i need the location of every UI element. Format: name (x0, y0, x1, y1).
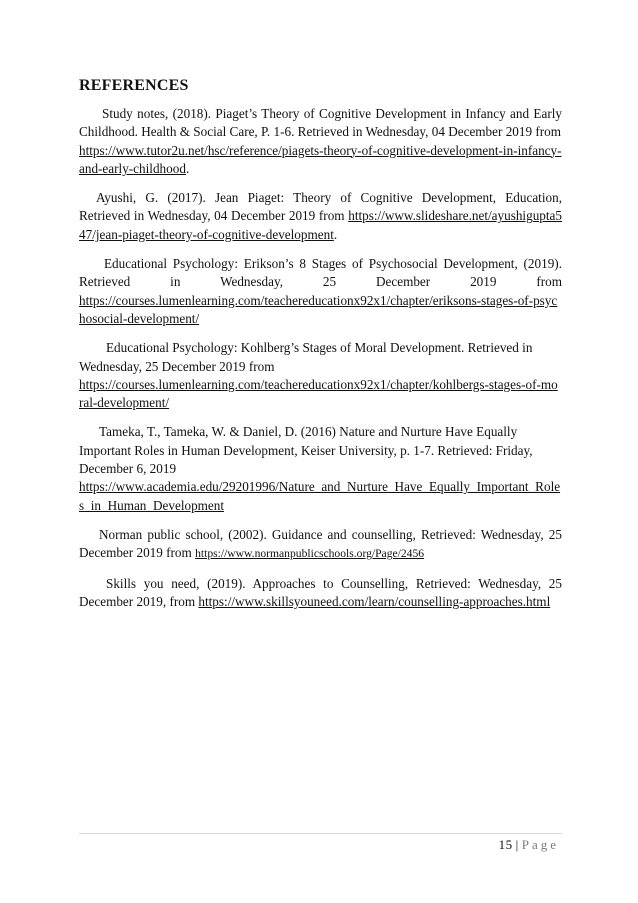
reference-entry (79, 105, 562, 178)
reference-text: Skills you need, (2019). Approaches to Counselling, Retrieved: Wednesday, 25 December 2019, from (79, 575, 562, 609)
references-heading: REFERENCES (79, 77, 189, 94)
reference-text: Ayushi, G. (2017). Jean Piaget: Theory of Cognitive Development, Education, Retrieved in Wednesday, 04 December 2019 from (79, 190, 562, 224)
reference-entry (79, 339, 562, 412)
page-number: 15 (498, 837, 513, 852)
page-label: Page (521, 837, 559, 852)
reference-entry (79, 255, 562, 292)
reference-punct: . (185, 160, 190, 176)
reference-entry (79, 526, 562, 564)
reference-text: Tameka, T., Tameka, W. & Daniel, D. (2016) Nature and Nurture Have Equally Important Roles in Human Development, Keiser University, p. 1-7. Retrieved: Friday, December 6, 2019 (79, 424, 533, 477)
reference-link[interactable]: https://courses.lumenlearning.com/teachereducationx92x1/chapter/kohlbergs-stages-of-moral-development/ (79, 376, 558, 411)
reference-text: Norman public school, (2002). Guidance and counselling, Retrieved: Wednesday, 25 December 2019 from (79, 526, 562, 561)
reference-entry (79, 423, 562, 514)
references-list (79, 105, 562, 622)
reference-link[interactable]: https://www.slideshare.net/ayushigupta547/jean-piaget-theory-of-cognitive-development (79, 208, 562, 242)
page-footer (499, 837, 559, 853)
reference-entry (79, 575, 562, 612)
footer-divider (79, 833, 562, 834)
reference-link[interactable]: https://www.tutor2u.net/hsc/reference/piagets-theory-of-cognitive-development-in-infancy-and-early-childhood (79, 142, 562, 176)
reference-text: Educational Psychology: Kohlberg’s Stages of Moral Development. Retrieved in Wednesday, 25 December 2019 from (79, 340, 533, 374)
reference-entry-link (79, 292, 562, 329)
reference-punct: . (333, 226, 338, 242)
reference-link[interactable]: https://www.skillsyouneed.com/learn/counselling-approaches.html (198, 593, 551, 609)
reference-text: Study notes, (2018). Piaget’s Theory of Cognitive Development in Infancy and Early Childhood. Health & Social Care, P. 1-6. Retrieved in Wednesday, 04 December 2019 from (79, 106, 562, 140)
reference-entry (79, 189, 562, 244)
reference-link[interactable]: https://courses.lumenlearning.com/teachereducationx92x1/chapter/eriksons-stages-of-psychosocial-development/ (79, 292, 558, 326)
reference-link[interactable]: https://www.normanpublicschools.org/Page/2456 (195, 547, 425, 561)
footer-separator: | (515, 837, 519, 852)
reference-link[interactable]: https://www.academia.edu/29201996/Nature_and_Nurture_Have_Equally_Important_Roles_in_Human_Development (79, 479, 561, 513)
reference-text: Educational Psychology: Erikson’s 8 Stages of Psychosocial Development, (2019). Retrieved in Wednesday, 25 December 2019 from (79, 256, 562, 290)
